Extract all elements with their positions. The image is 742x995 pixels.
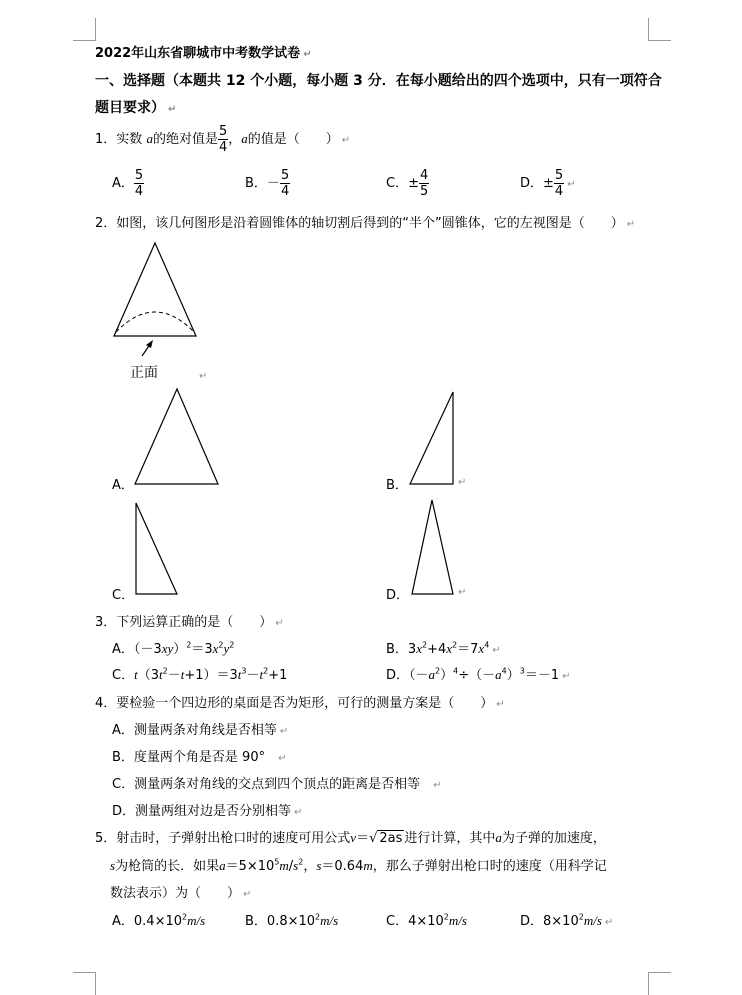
q1-option-d: D．± $\frac{5}{4}$ ↵ [520, 168, 576, 199]
option-a-triangle [135, 389, 218, 484]
q1-option-a: A． $\frac{5}{4}$ [112, 168, 144, 199]
option-c-triangle [136, 503, 177, 594]
q2-option-c-label: C． [112, 588, 135, 603]
return-mark: ↵ [458, 587, 467, 598]
question-5-line2: s为枪筒的长．如果$a=5\times 10^5m/s^2$，s＝0.64m，那么子弹射出枪口时的速度（用科学记 [110, 857, 607, 874]
q3-option-c: C．$t(3t^2-t+1)=3t^3-t^2+1$ [112, 666, 288, 683]
q5-option-b: B．$0.8\times 10^2m/s$ [245, 912, 339, 929]
q4-option-a: A．测量两条对角线是否相等 ↵ [112, 723, 289, 738]
q2-option-d-label: D． [386, 588, 410, 603]
fraction: $\frac{5}{4}$ [218, 124, 228, 155]
q5-option-a: A．$0.4\times 10^2m/s$ [112, 912, 206, 929]
q4-option-c: C．测量两条对角线的交点到四个顶点的距离是否相等 ↵ [112, 777, 442, 792]
q4-option-b: B．度量两个角是否是 90° ↵ [112, 750, 287, 765]
arrow-head [146, 340, 153, 348]
q3-option-b: B．$3x^2+4x^2=7x^4$ ↵ [386, 640, 501, 657]
q3-option-a: A．$(-3xy)^2=3x^2y^2$ [112, 640, 235, 657]
sqrt-symbol: √ [369, 831, 378, 846]
option-b-triangle [410, 392, 453, 484]
question-2: 2．如图，该几何图形是沿着圆锥体的轴切割后得到的“半个”圆锥体，它的左视图是（ ） ↵ [95, 216, 636, 231]
front-label: 正面 [130, 365, 158, 381]
question-4: 4．要检验一个四边形的桌面是否为矩形，可行的测量方案是（ ） ↵ [95, 696, 505, 711]
q1-option-c: C．± $\frac{4}{5}$ [386, 168, 429, 199]
return-mark: ↵ [458, 477, 467, 488]
question-3: 3．下列运算正确的是（ ） ↵ [95, 615, 284, 630]
page-title: 2022年山东省聊城市中考数学试卷 ↵ [95, 46, 312, 61]
question-5: 5．射击时，子弹射出枪口时的速度可用公式v＝√ 2as 进行计算，其中a为子弹的加速度， [95, 830, 606, 846]
cone-outline [114, 243, 196, 336]
q2-option-b-label: B． [386, 478, 408, 493]
q4-option-d: D．测量两组对边是否分别相等 ↵ [112, 804, 303, 819]
q2-option-a-label: A． [112, 478, 134, 493]
question-1: 1．实数 a的绝对值是 $\frac{5}{4}$ ，a的值是（ ） ↵ [95, 124, 351, 155]
section-heading-cont: 题目要求） ↵ [95, 100, 177, 116]
section-heading: 一、选择题（本题共 12 个小题，每小题 3 分．在每小题给出的四个选项中，只有一项符合 [95, 73, 662, 89]
q5-option-d: D．$8\times 10^2m/s$ ↵ [520, 912, 614, 929]
cone-base-dashed-arc [116, 312, 194, 332]
q5-option-c: C．$4\times 10^2m/s$ [386, 912, 467, 929]
option-d-triangle [412, 500, 453, 594]
question-5-line3: 数法表示）为（ ） ↵ [110, 886, 252, 901]
return-mark: ↵ [199, 371, 208, 382]
q1-option-b: B．－ $\frac{5}{4}$ [245, 168, 290, 199]
q3-option-d: D．$(-a^2)^4\div(-a^4)^3=-1$ ↵ [386, 666, 571, 683]
